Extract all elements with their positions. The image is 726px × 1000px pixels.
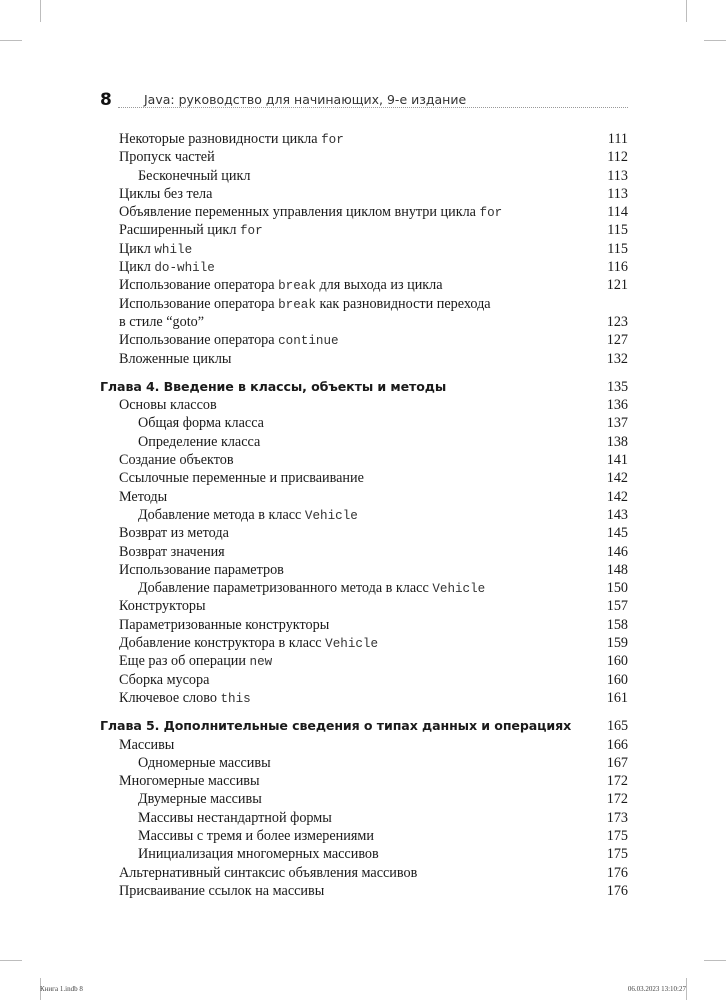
entry-text: Использование оператора (119, 277, 279, 294)
toc-entry-row (100, 809, 628, 827)
entry-title (138, 506, 358, 525)
entry-title (138, 433, 260, 451)
entry-title (119, 616, 329, 634)
entry-title (119, 736, 174, 754)
entry-text: Добавление конструктора в класс (119, 635, 326, 652)
toc-entry-row (100, 240, 628, 258)
entry-title (138, 845, 379, 863)
code-keyword: for (239, 224, 263, 239)
entry-title (119, 221, 263, 240)
toc-entry-row (100, 203, 628, 221)
toc-entry-row (100, 185, 628, 203)
entry-title (119, 350, 231, 368)
page-ref: 127 (606, 332, 628, 349)
entry-text: Использование оператора (119, 332, 279, 349)
toc-entry-row (100, 790, 628, 808)
entry-title (119, 652, 272, 671)
chapter-title (100, 717, 571, 735)
toc-entry-row (100, 276, 628, 294)
entry-title (138, 809, 332, 827)
page-ref: 113 (607, 185, 628, 202)
page-ref: 121 (606, 277, 628, 294)
toc-entry-row (100, 772, 628, 790)
page-ref: 142 (606, 488, 628, 505)
code-keyword: for (479, 206, 503, 221)
entry-text: в стиле “goto” (119, 313, 205, 330)
page-ref: 135 (607, 378, 628, 395)
page-ref: 132 (606, 350, 628, 367)
toc-entry-row (100, 882, 628, 900)
entry-text: Некоторые разновидности цикла (119, 131, 322, 147)
toc-entry-row (100, 221, 628, 239)
page-ref: 143 (606, 506, 628, 523)
toc-entry-row (100, 543, 628, 561)
entry-text: Пропуск частей (119, 149, 215, 166)
table-of-contents (100, 130, 628, 900)
entry-text: как разновидности перехода (315, 295, 491, 312)
toc-entry-row (100, 597, 628, 615)
toc-entry-row (100, 736, 628, 754)
entry-text: Двумерные массивы (138, 791, 262, 808)
code-keyword: for (321, 133, 344, 147)
entry-text: Глава 5. Дополнительные сведения о типах данных и операциях (100, 718, 572, 734)
entry-title (138, 579, 485, 598)
toc-entry-row (100, 616, 628, 634)
toc-entry-row (100, 506, 628, 524)
toc-entry-row (100, 148, 628, 166)
toc-entry-row (100, 524, 628, 542)
page-ref: 166 (606, 736, 628, 753)
page-ref: 150 (606, 580, 628, 597)
code-keyword: new (249, 655, 273, 670)
entry-text: Бесконечный цикл (138, 167, 251, 184)
page-ref: 116 (607, 259, 628, 276)
code-keyword: this (220, 691, 251, 706)
page-ref: 165 (607, 718, 628, 735)
page-ref: 161 (606, 689, 628, 706)
code-keyword: while (154, 242, 193, 257)
page-ref: 157 (606, 598, 628, 615)
entry-title (119, 295, 491, 314)
entry-title (119, 689, 251, 708)
page-ref: 148 (606, 561, 628, 578)
entry-text: Еще раз об операции (119, 653, 250, 670)
code-keyword: Vehicle (325, 637, 379, 652)
code-keyword: break (278, 279, 316, 294)
toc-entry-row (100, 845, 628, 863)
entry-text: Конструкторы (119, 598, 206, 615)
entry-title (119, 240, 192, 259)
footer-file-info: Книга 1.indb 8 (40, 985, 83, 993)
toc-entry-row (100, 130, 628, 148)
page-ref: 136 (606, 397, 628, 414)
toc-entry-row (100, 350, 628, 368)
page-ref: 158 (606, 616, 628, 633)
page-ref: 112 (607, 149, 628, 166)
code-keyword: do-while (154, 261, 215, 276)
page-ref: 141 (606, 452, 628, 469)
toc-entry-row (100, 634, 628, 652)
chapter-gap (100, 707, 628, 717)
running-title: Java: руководство для начинающих, 9-е издание (144, 92, 467, 107)
code-keyword: Vehicle (432, 582, 486, 597)
entry-text: Добавление метода в класс (138, 506, 305, 523)
entry-title (138, 167, 250, 185)
entry-title (119, 882, 324, 900)
header-dotted-rule (118, 107, 628, 108)
page-ref: 172 (606, 791, 628, 808)
page-ref: 114 (607, 204, 628, 221)
entry-text: Массивы с тремя и более измерениями (138, 827, 374, 844)
code-keyword: continue (278, 334, 339, 349)
page-ref: 113 (607, 167, 628, 184)
entry-text: Основы классов (119, 397, 217, 414)
entry-text: для выхода из цикла (315, 277, 443, 294)
entry-text: Расширенный цикл (119, 222, 240, 239)
toc-entry-row (100, 754, 628, 772)
crop-mark (40, 0, 41, 22)
entry-text: Добавление параметризованного метода в класс (138, 580, 433, 597)
entry-title (119, 313, 204, 331)
entry-text: Параметризованные конструкторы (119, 616, 330, 633)
page-ref: 115 (607, 240, 628, 257)
toc-entry-row (100, 689, 628, 707)
entry-text: Использование оператора (119, 295, 279, 312)
entry-title (119, 396, 217, 414)
entry-title (119, 524, 229, 542)
entry-title (119, 543, 225, 561)
entry-text: Цикл (119, 240, 155, 257)
toc-entry-row (100, 579, 628, 597)
entry-title (119, 469, 364, 487)
entry-title (119, 772, 260, 790)
page-ref: 173 (606, 809, 628, 826)
entry-text: Ссылочные переменные и присваивание (119, 470, 364, 487)
page-ref: 142 (606, 470, 628, 487)
page-ref: 111 (607, 131, 628, 147)
page-ref: 160 (606, 671, 628, 688)
entry-text: Использование параметров (119, 561, 284, 578)
entry-text: Одномерные массивы (138, 754, 271, 771)
toc-entry-row (100, 167, 628, 185)
entry-text: Ключевое слово (119, 689, 221, 706)
entry-text: Вложенные циклы (119, 350, 232, 367)
entry-title (119, 451, 234, 469)
toc-entry-row (100, 433, 628, 451)
toc-entry-row (100, 469, 628, 487)
page-ref: 138 (606, 433, 628, 450)
entry-title (119, 671, 209, 689)
page-ref: 175 (606, 846, 628, 863)
toc-entry-row (100, 258, 628, 276)
code-keyword: break (278, 297, 316, 312)
entry-title (119, 185, 212, 203)
entry-title (119, 331, 339, 350)
entry-title (119, 203, 502, 222)
chapter-title (100, 378, 446, 396)
entry-text: Массивы (119, 736, 175, 753)
page-ref: 146 (606, 543, 628, 560)
toc-entry-row (100, 652, 628, 670)
entry-text: Методы (119, 488, 168, 505)
crop-mark (704, 960, 726, 961)
running-header (100, 90, 628, 114)
code-keyword: Vehicle (304, 508, 358, 523)
chapter-gap (100, 368, 628, 378)
crop-mark (0, 40, 22, 41)
entry-title (119, 488, 167, 506)
toc-entry-row (100, 827, 628, 845)
entry-title (138, 790, 262, 808)
toc-entry-row (100, 561, 628, 579)
toc-entry-row (100, 331, 628, 349)
entry-text: Цикл (119, 259, 155, 276)
entry-title (119, 864, 417, 882)
page-ref: 160 (606, 653, 628, 670)
page-ref: 176 (606, 882, 628, 899)
toc-entry-row (100, 414, 628, 432)
toc-entry-row (100, 671, 628, 689)
entry-text: Общая форма класса (138, 415, 264, 432)
entry-text: Возврат значения (119, 543, 225, 560)
page-ref: 159 (606, 635, 628, 652)
entry-title (119, 130, 344, 149)
page-number: 8 (100, 90, 112, 110)
crop-mark (686, 978, 687, 1000)
entry-text: Глава 4. Введение в классы, объекты и методы (100, 378, 447, 394)
entry-text: Возврат из метода (119, 525, 229, 542)
entry-text: Инициализация многомерных массивов (138, 846, 379, 863)
entry-text: Сборка мусора (119, 671, 210, 688)
toc-chapter-row (100, 717, 628, 735)
toc-entry-row (100, 295, 628, 313)
entry-title (138, 827, 374, 845)
entry-text: Объявление переменных управления циклом внутри цикла (119, 204, 480, 221)
entry-title (119, 597, 206, 615)
page-ref: 172 (606, 773, 628, 790)
page-ref: 167 (606, 754, 628, 771)
page-ref: 176 (606, 864, 628, 881)
entry-title (119, 561, 284, 579)
toc-entry-row (100, 396, 628, 414)
page-ref: 123 (606, 313, 628, 330)
entry-title (138, 414, 264, 432)
entry-text: Присваивание ссылок на массивы (119, 882, 325, 899)
toc-entry-row (100, 488, 628, 506)
toc-entry-row (100, 864, 628, 882)
entry-title (138, 754, 271, 772)
toc-entry-row (100, 451, 628, 469)
entry-text: Определение класса (138, 433, 261, 450)
entry-title (119, 148, 215, 166)
toc-entry-row (100, 313, 628, 331)
entry-text: Альтернативный синтаксис объявления массивов (119, 864, 418, 881)
entry-title (119, 634, 378, 653)
page-ref: 115 (607, 222, 628, 239)
toc-chapter-row (100, 378, 628, 396)
entry-text: Циклы без тела (119, 185, 213, 202)
page-ref: 137 (606, 415, 628, 432)
page-ref: 145 (606, 525, 628, 542)
entry-title (119, 276, 443, 295)
entry-text: Создание объектов (119, 452, 234, 469)
page-ref: 175 (606, 827, 628, 844)
crop-mark (0, 960, 22, 961)
entry-text: Многомерные массивы (119, 773, 260, 790)
entry-text: Массивы нестандартной формы (138, 809, 332, 826)
crop-mark (686, 0, 687, 22)
footer-timestamp: 06.03.2023 13:10:27 (627, 985, 686, 993)
crop-mark (704, 40, 726, 41)
entry-title (119, 258, 215, 277)
